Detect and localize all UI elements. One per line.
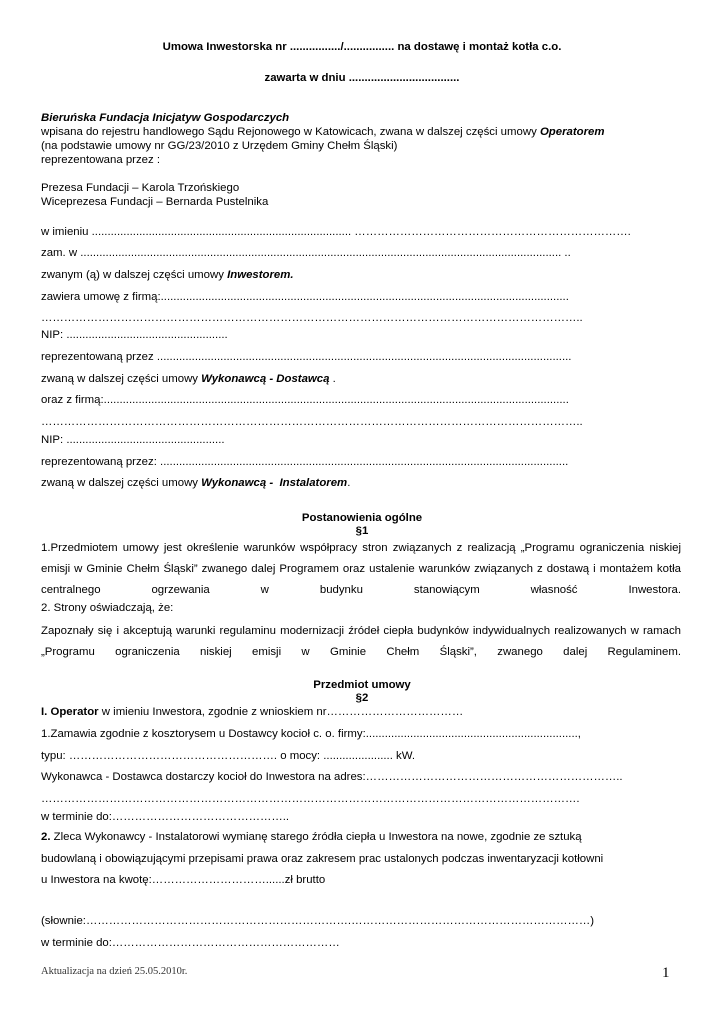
installer-called-prefix: zwaną w dalszej części umowy bbox=[41, 477, 202, 489]
supplier-representative: reprezentowaną przez ................................................................................................................................... bbox=[41, 351, 572, 363]
section2-delivery-address: Wykonawca - Dostawca dostarczy kocioł do Inwestora na adres:………………………………………………………….. bbox=[41, 771, 623, 783]
investor-name-line: w imieniu .................................................................................. ………………………………………………………………. bbox=[41, 226, 631, 238]
section1-point2: 2. Strony oświadczają, że: bbox=[41, 602, 174, 614]
operator-president: Prezesa Fundacji – Karola Trzońskiego bbox=[41, 182, 240, 194]
supplier-nip: NIP: ................................................... bbox=[41, 329, 228, 341]
investor-role: Inwestorem. bbox=[227, 269, 294, 281]
operator-basis: (na podstawie umowy nr GG/23/2010 z Urzędem Gminy Chełm Śląski) bbox=[41, 140, 398, 152]
section2-installer-order bbox=[41, 830, 681, 844]
supplier-role: Wykonawcą - Dostawcą bbox=[201, 373, 330, 385]
footer-update-date: Aktualizacja na dzień 25.05.2010r. bbox=[41, 966, 188, 977]
section2-paragraph-sign: §2 bbox=[355, 692, 369, 704]
installer-called-suffix: . bbox=[347, 477, 351, 489]
section2-installer-label: 2. bbox=[41, 831, 51, 843]
section1-heading: Postanowienia ogólne bbox=[301, 512, 423, 524]
section2-operator-rest: w imieniu Inwestora, zgodnie z wnioskiem nr……………………………… bbox=[98, 706, 464, 718]
section1-paragraph-sign: §1 bbox=[355, 525, 369, 537]
section2-operator-label: I. Operator bbox=[41, 706, 99, 718]
section2-installer-scope: budowlaną i obowiązującymi przepisami prawa oraz zakresem prac ustalonych podczas inwentaryzacji kotłowni bbox=[41, 853, 604, 865]
investor-called bbox=[41, 268, 681, 282]
operator-role: Operatorem bbox=[539, 126, 605, 138]
supplier-company-line: zawiera umowę z firmą:................................................................................................................................. bbox=[41, 291, 569, 303]
operator-registry-text: wpisana do rejestru handlowego Sądu Rejonowego w Katowicach, zwana w dalszej części umowy bbox=[41, 126, 540, 138]
installer-nip: NIP: .................................................. bbox=[41, 434, 225, 446]
section2-boiler-type: typu: ………………………………………………. o mocy: ...................... kW. bbox=[41, 750, 416, 762]
operator-name: Bieruńska Fundacja Inicjatyw Gospodarczych bbox=[41, 112, 290, 124]
operator-represented-by: reprezentowana przez : bbox=[41, 154, 161, 166]
section2-boiler-order: 1.Zamawia zgodnie z kosztorysem u Dostawcy kocioł c. o. firmy:..................................................................., bbox=[41, 728, 581, 740]
installer-company-cont: …………………………………………………………………………………………………………………………….. bbox=[41, 416, 583, 428]
installer-role: Wykonawcą - Instalatorem bbox=[201, 477, 348, 489]
investor-called-prefix: zwanym (ą) w dalszej części umowy bbox=[41, 269, 228, 281]
operator-registry bbox=[41, 125, 681, 139]
supplier-called-suffix: . bbox=[329, 373, 336, 385]
section2-delivery-deadline: w terminie do:……………………………………….. bbox=[41, 811, 290, 823]
section2-installer-amount: u Inwestora na kwotę:…………………………......zł brutto bbox=[41, 874, 326, 886]
section2-installer-rest: Zleca Wykonawcy - Instalatorowi wymianę starego źródła ciepła u Inwestora na nowe, zgodnie ze sztuką bbox=[50, 831, 582, 843]
section2-amount-in-words: (słownie:…………………………………………………………….………………………………………………………) bbox=[41, 915, 595, 927]
installer-representative: reprezentowaną przez: ................................................................................................................................. bbox=[41, 456, 569, 468]
section2-delivery-address-cont: ……………………………………………………………………………………………………………………………. bbox=[41, 793, 580, 805]
document-title: Umowa Inwestorska nr ................/................ na dostawę i montaż kotła c.o. bbox=[162, 41, 562, 53]
page-number: 1 bbox=[662, 965, 670, 981]
installer-called bbox=[41, 476, 681, 490]
supplier-called bbox=[41, 372, 681, 386]
section2-heading: Przedmiot umowy bbox=[313, 679, 411, 691]
supplier-called-prefix: zwaną w dalszej części umowy bbox=[41, 373, 202, 385]
investor-address-line: zam. w ........................................................................................................................................................ .. bbox=[41, 247, 571, 259]
section1-point1: 1.Przedmiotem umowy jest określenie warunków współpracy stron związanych z realizacją „Programu ograniczenia niskiej emisji w Gminie Chełm Śląski” zwanego dalej Programem oraz ustalenie warunków związanych z dostawą i montażem kotła centralnego ogrzewania w budynku stanowiącym własność Inwestora. bbox=[41, 542, 681, 596]
section2-installation-deadline: w terminie do:…………………………………………………… bbox=[41, 937, 340, 949]
section1-point2-text: Zapoznały się i akceptują warunki regulaminu modernizacji źródeł ciepła budynków indywidualnych realizowanych w ramach „Programu ograniczenia niskiej emisji w Gminie Chełm Śląski”, zwanego dalej Regulaminem. bbox=[41, 625, 681, 658]
agreement-date-line: zawarta w dniu ................................... bbox=[264, 72, 460, 84]
installer-company-line: oraz z firmą:................................................................................................................................................... bbox=[41, 394, 569, 406]
supplier-company-cont: …………………………………………………………………………………………………………………………….. bbox=[41, 312, 583, 324]
operator-vice-president: Wiceprezesa Fundacji – Bernarda Pustelnika bbox=[41, 196, 269, 208]
section2-operator-line bbox=[41, 705, 681, 719]
